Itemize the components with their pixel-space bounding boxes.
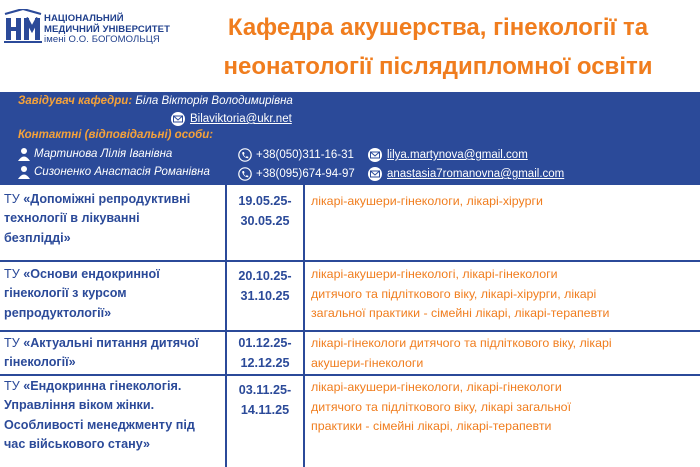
course-audience-line: лікарі-акушери-гінекологи, лікарі-гінекологи: [311, 380, 562, 394]
university-logo-icon: [4, 9, 42, 43]
course-name-line: «Основи ендокринної: [23, 267, 160, 281]
person-icon: [18, 165, 30, 179]
course-name-line: безплідді»: [4, 230, 71, 245]
head-email-link[interactable]: Bilaviktoria@ukr.net: [190, 113, 292, 126]
course-start-date: 01.12.25-: [238, 336, 292, 350]
university-name-line1: НАЦІОНАЛЬНИЙ: [44, 13, 124, 24]
course-end-date: 31.10.25: [240, 289, 290, 303]
university-name-line2: МЕДИЧНИЙ УНІВЕРСИТЕТ: [44, 23, 171, 35]
course-name-line: «Актуальні питання дитячої: [23, 336, 199, 350]
course-audience-line: лікарі-гінекологи дитячого та підліткового віку, лікарі: [311, 336, 612, 350]
contact-2-name-row: [18, 165, 210, 179]
page-title-line1: Кафедра акушерства, гінекології та: [227, 14, 649, 41]
table-row: [0, 260, 700, 330]
contact-1-phone-row: [238, 148, 354, 162]
course-name-line: «Ендокринна гінекологія.: [23, 379, 182, 393]
head-name: Біла Вікторія Володимирівна: [135, 95, 293, 107]
course-audience-line: акушери-гінекологи: [311, 355, 424, 370]
course-name: [0, 377, 225, 454]
course-name-line: репродуктології»: [4, 305, 112, 320]
course-audience-line: дитячого та підліткового віку, лікарі-хірурги, лікарі: [311, 286, 597, 301]
course-name: [0, 265, 225, 323]
course-start-date: 03.11.25-: [238, 383, 292, 397]
head-label: Завідувач кафедри:: [18, 95, 133, 107]
contact-1-email-row: [367, 148, 528, 162]
contact-1-phone[interactable]: +38(050)311-16-31: [256, 149, 354, 162]
course-name: [0, 334, 225, 373]
head-of-department: [18, 95, 293, 107]
contact-1-name: Мартинова Лілія Іванівна: [34, 148, 173, 161]
course-end-date: 30.05.25: [240, 214, 290, 228]
course-prefix: ТУ: [4, 379, 20, 393]
course-prefix: ТУ: [4, 336, 20, 350]
contact-1-email[interactable]: lilya.martynova@gmail.com: [387, 149, 528, 162]
email-icon: [367, 148, 383, 162]
header: [0, 0, 700, 92]
table-row: [0, 183, 700, 260]
page-title-line2: неонатології післядипломної освіти: [223, 53, 653, 80]
phone-icon: [238, 148, 252, 162]
course-dates: [225, 376, 305, 467]
course-audience-line: дитячого та підліткового віку, лікарі загальної: [311, 399, 572, 414]
contact-2-email-row: [367, 167, 564, 181]
course-start-date: 20.10.25-: [238, 269, 292, 283]
course-name-line: гінекології з курсом: [4, 286, 127, 301]
table-row: [0, 330, 700, 374]
contact-1-name-row: [18, 147, 172, 161]
course-audience: [311, 265, 696, 324]
course-name-line: «Допоміжні репродуктивні: [23, 192, 191, 206]
contact-2-phone[interactable]: +38(095)674-94-97: [256, 168, 355, 181]
course-end-date: 14.11.25: [240, 403, 290, 417]
table-row: [0, 374, 700, 467]
phone-icon: [238, 167, 252, 181]
course-audience-line: загальної практики - сімейні лікарі, лікарі-терапевти: [311, 306, 610, 320]
course-prefix: ТУ: [4, 192, 20, 206]
course-audience-line: лікарі-акушери-гінекологи, лікарі-хірурги: [311, 194, 543, 208]
contacts-band: [0, 92, 700, 183]
contact-2-phone-row: [238, 167, 355, 181]
person-icon: [18, 147, 30, 161]
email-icon: [170, 112, 186, 126]
university-name: [44, 14, 170, 46]
course-name-line: Особливості менеджменту під: [4, 417, 195, 432]
contacts-label: [18, 129, 213, 141]
course-name: [0, 190, 225, 248]
course-dates: [225, 185, 305, 260]
course-name-line: час військового стану»: [4, 436, 151, 451]
page-title: [183, 8, 693, 86]
course-audience: [311, 334, 696, 373]
course-end-date: 12.12.25: [240, 356, 290, 370]
contact-2-name: Сизоненко Анастасія Романівна: [34, 166, 210, 179]
contacts-label-text: Контактні (відповідальні) особи:: [18, 129, 214, 141]
course-audience-line: практики - сімейні лікарі, лікарі-терапевти: [311, 419, 552, 433]
course-name-line: гінекології»: [4, 355, 76, 370]
university-name-line3: імені О.О. БОГОМОЛЬЦЯ: [44, 34, 160, 45]
course-name-line: технології в лікуванні: [4, 211, 140, 226]
course-audience: [311, 378, 696, 437]
course-prefix: ТУ: [4, 267, 20, 281]
course-name-line: Управління віком жінки.: [4, 398, 155, 413]
course-start-date: 19.05.25-: [238, 194, 292, 208]
head-email-row: [170, 112, 292, 126]
course-audience: [311, 192, 696, 212]
course-audience-line: лікарі-акушери-гінекологі, лікарі-гінекологи: [311, 267, 558, 281]
course-dates: [225, 332, 305, 374]
contact-2-email[interactable]: anastasia7romanovna@gmail.com: [387, 168, 565, 181]
email-icon: [367, 167, 383, 181]
course-dates: [225, 262, 305, 330]
